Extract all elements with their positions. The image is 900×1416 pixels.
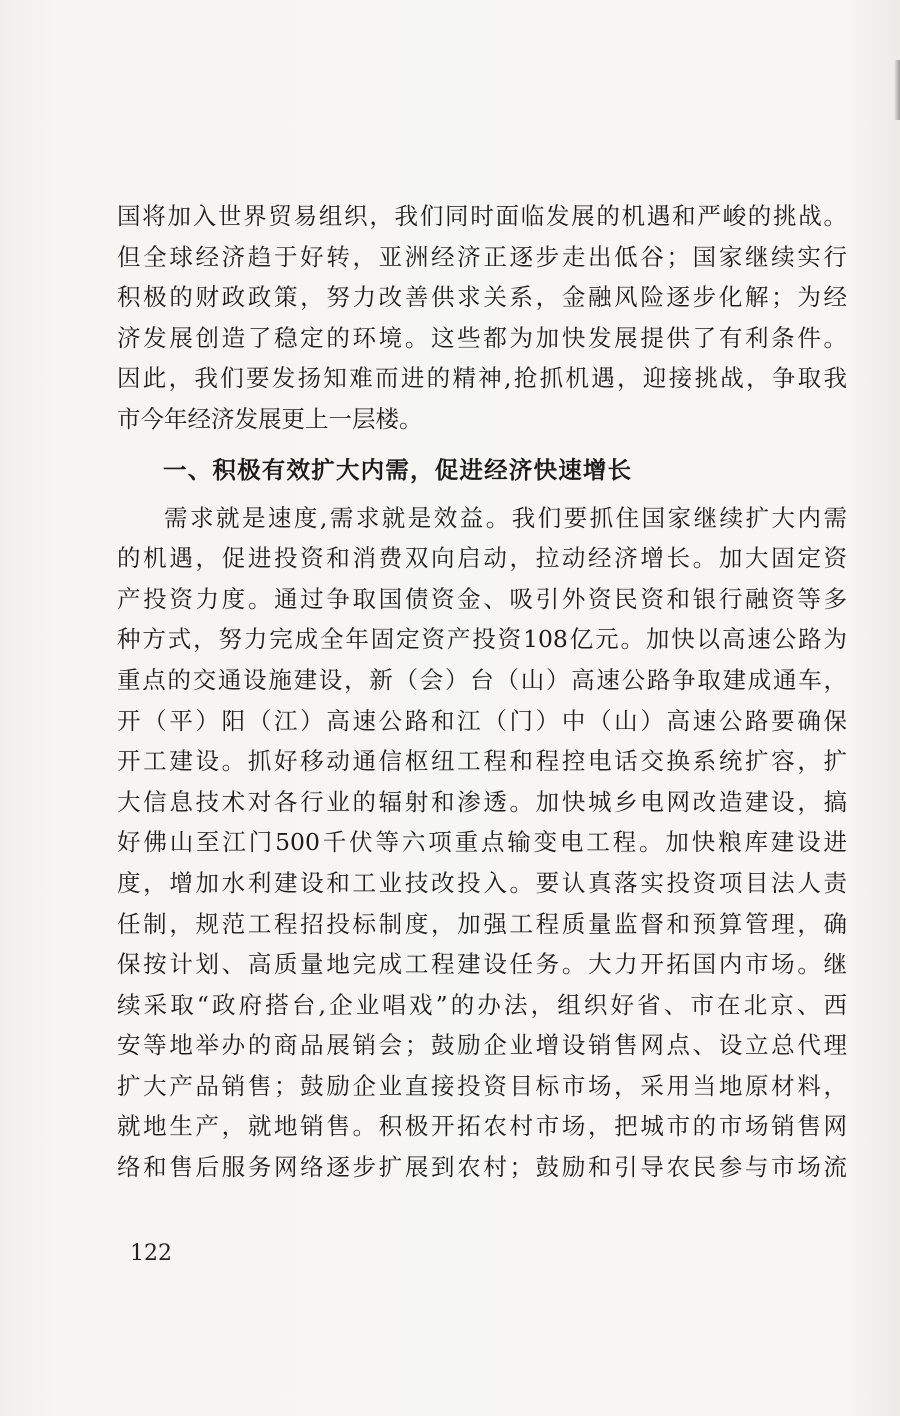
body-text [117,196,847,1188]
text-line: 就地生产，就地销售。积极开拓农村市场，把城市的市场销售网 [117,1112,847,1141]
text-line: 产投资力度。通过争取国债资金、吸引外资民资和银行融资等多 [117,584,847,613]
text-line: 开工建设。抓好移动通信枢纽工程和程控电话交换系统扩容，扩 [117,747,847,776]
text-line: 扩大产品销售；鼓励企业直接投资目标市场，采用当地原材料， [117,1071,847,1100]
text-line: 种方式，努力完成全年固定资产投资108亿元。加快以高速公路为 [117,625,847,654]
text-line: 度，增加水利建设和工业技改投入。要认真落实投资项目法人责 [117,868,847,897]
text-line: 开（平）阳（江）高速公路和江（门）中（山）高速公路要确保 [117,706,847,735]
text-line: 任制，规范工程招投标制度，加强工程质量监督和预算管理，确 [117,909,847,938]
page-number: 122 [130,1241,172,1266]
text-line: 但全球经济趋于好转，亚洲经济正逐步走出低谷；国家继续实行 [117,242,847,271]
page-edge-shadow [894,60,900,120]
text-line: 的机遇，促进投资和消费双向启动，拉动经济增长。加大固定资 [117,544,847,573]
text-line: 积极的财政政策，努力改善供求关系，金融风险逐步化解；为经 [117,283,847,312]
text-line: 络和售后服务网络逐步扩展到农村；鼓励和引导农民参与市场流 [117,1153,847,1182]
text-line: 重点的交通设施建设，新（会）台（山）高速公路争取建成通车， [117,665,847,694]
text-line: 因此，我们要发扬知难而进的精神,抢抓机遇，迎接挑战，争取我 [117,364,847,393]
section-heading: 一、积极有效扩大内需，促进经济快速增长 [163,455,633,484]
paragraph-1 [117,196,847,440]
text-line: 好佛山至江门500千伏等六项重点输变电工程。加快粮库建设进 [117,828,847,857]
text-line: 安等地举办的商品展销会；鼓励企业增设销售网点、设立总代理 [117,1031,847,1060]
paragraph-2 [117,498,847,1188]
text-line: 济发展创造了稳定的环境。这些都为加快发展提供了有利条件。 [117,323,847,352]
text-line: 保按计划、高质量地完成工程建设任务。大力开拓国内市场。继 [117,950,847,979]
text-line: 需求就是速度,需求就是效益。我们要抓住国家继续扩大内需 [164,503,847,532]
text-line: 续采取“政府搭台,企业唱戏”的办法，组织好省、市在北京、西 [117,990,847,1019]
text-line: 大信息技术对各行业的辐射和渗透。加快城乡电网改造建设，搞 [117,787,847,816]
text-line: 市今年经济发展更上一层楼。 [117,404,423,433]
text-line: 国将加入世界贸易组织，我们同时面临发展的机遇和严峻的挑战。 [117,202,847,230]
